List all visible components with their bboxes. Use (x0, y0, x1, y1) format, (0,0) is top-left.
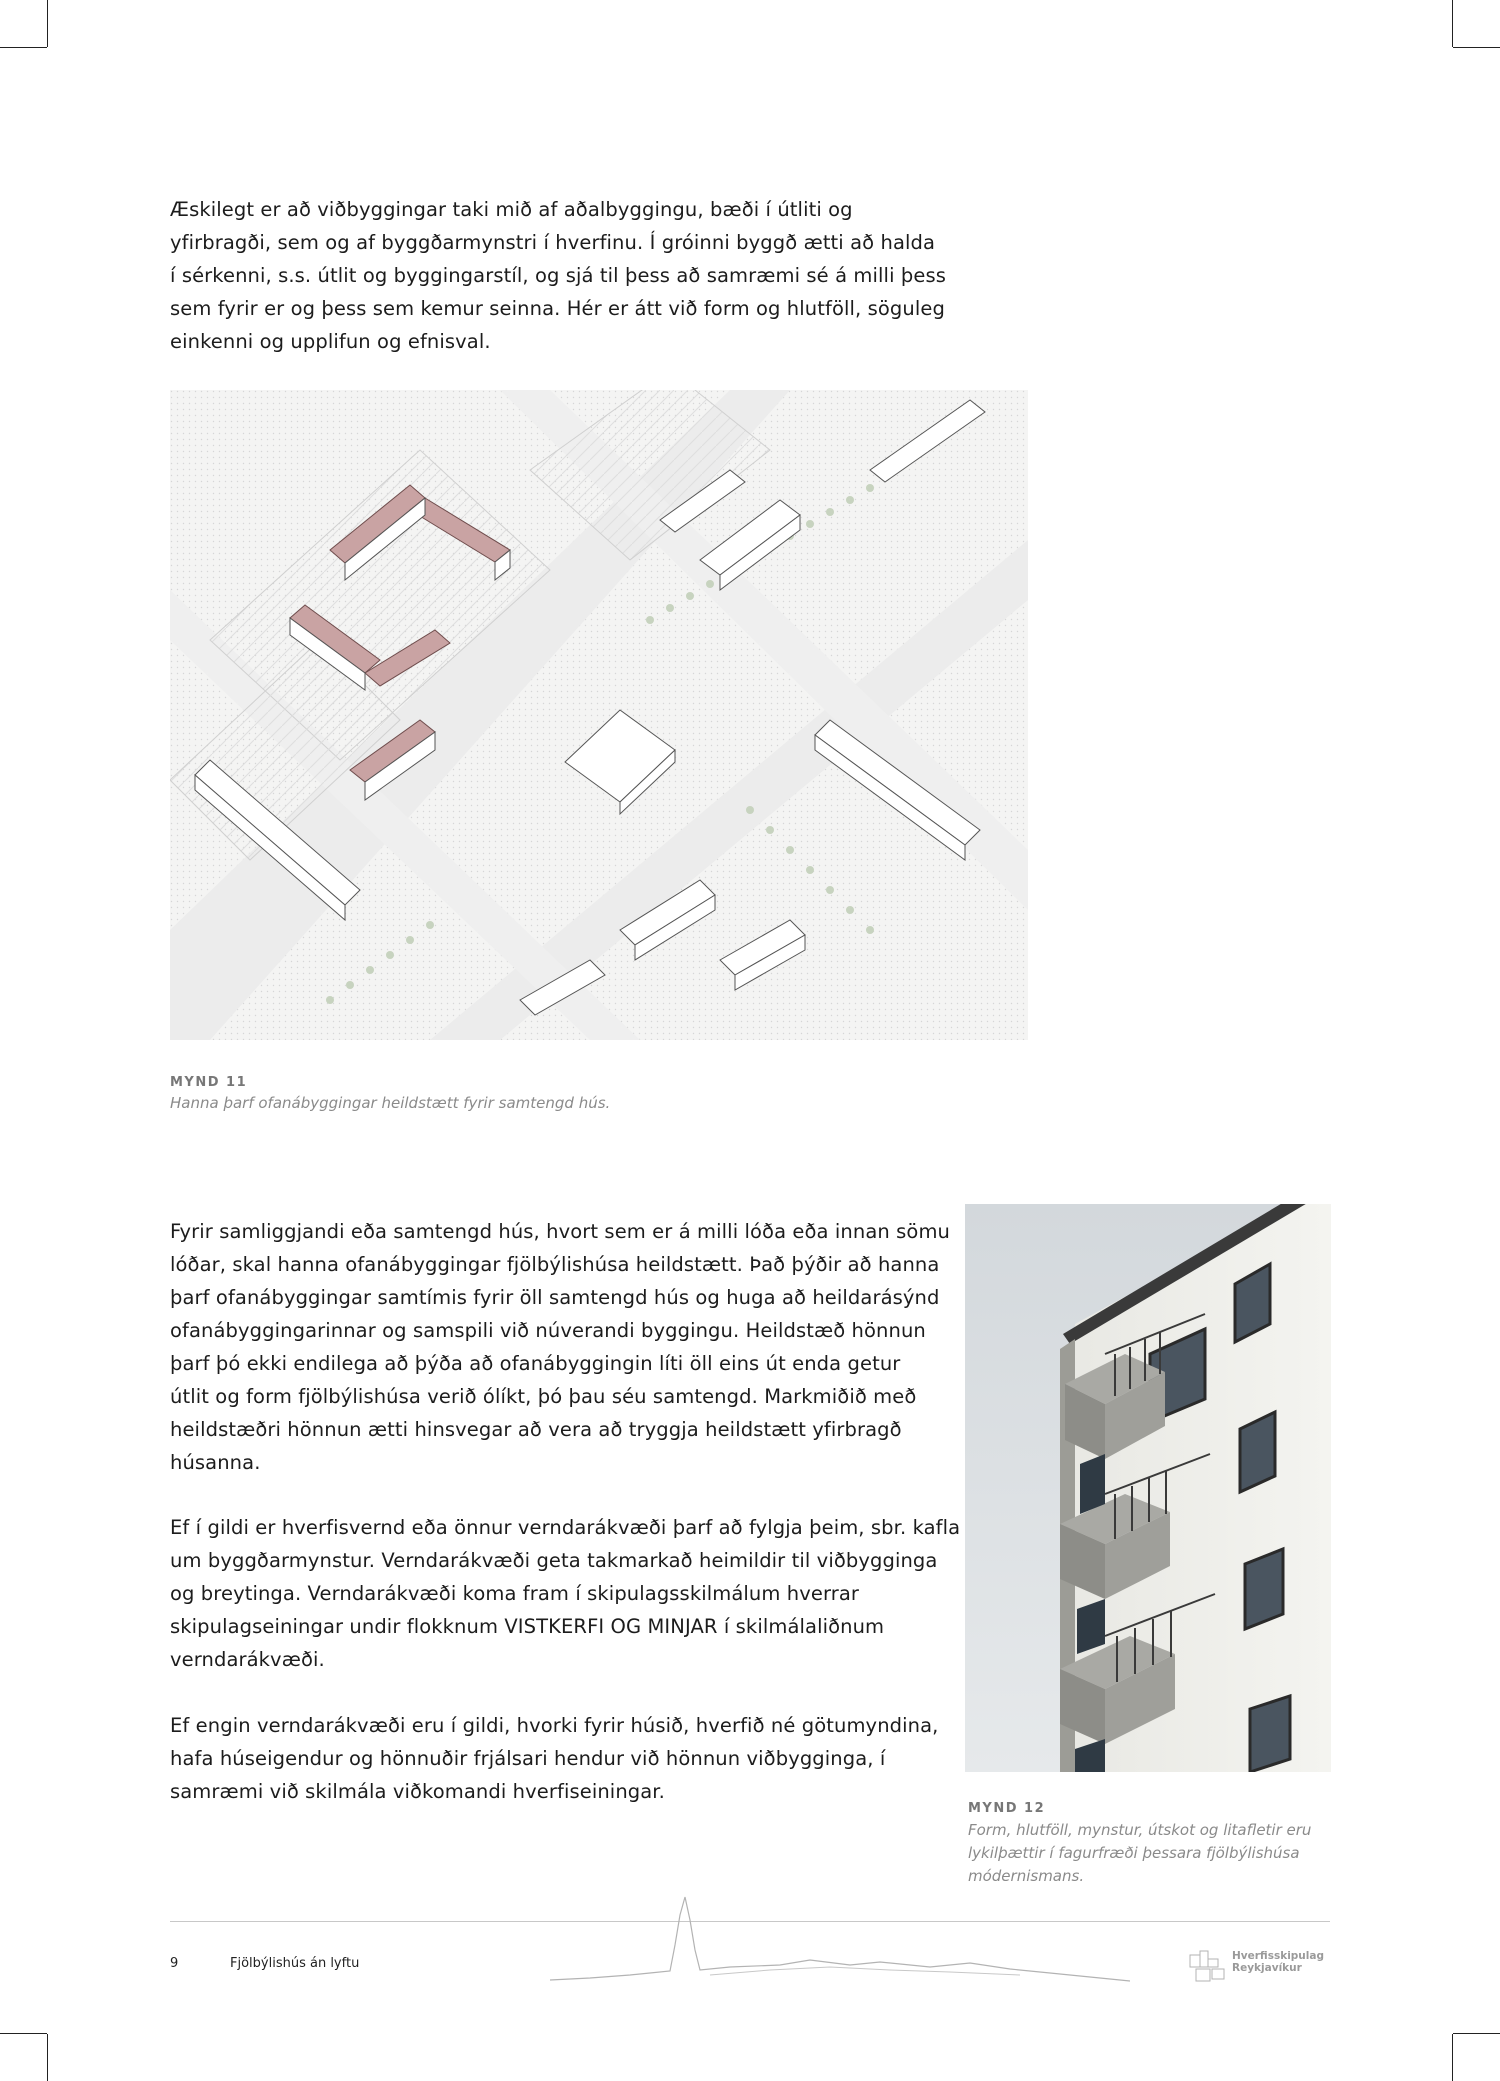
page-number: 9 (170, 1956, 179, 1971)
crop-mark-bottom-left (47, 2034, 48, 2081)
text-line: þarf ofanábyggingar samtímis fyrir öll samtengd hús og huga að heildarásýnd (170, 1286, 940, 1309)
text-line: í sérkenni, s.s. útlit og byggingarstíl, og sjá til þess að samræmi sé á milli þess (170, 264, 946, 287)
text-line: sem fyrir er og þess sem kemur seinna. Hér er átt við form og hlutföll, söguleg (170, 297, 945, 320)
skyline-drawing (550, 1895, 1130, 1995)
body-paragraph-2 (170, 1511, 960, 1676)
axonometric-site-drawing (170, 390, 1028, 1040)
crop-mark-top-right-h (1453, 47, 1500, 48)
crop-mark-top-left-h (0, 47, 47, 48)
text-line: Fyrir samliggjandi eða samtengd hús, hvort sem er á milli lóða eða innan sömu (170, 1220, 950, 1243)
building-balcony-photo (965, 1204, 1331, 1772)
figure-12-label: MYND 12 (968, 1801, 1046, 1816)
text-line: heildstæðri hönnun ætti hinsvegar að vera að tryggja heildstætt yfirbragð (170, 1418, 902, 1441)
text-line: Æskilegt er að viðbyggingar taki mið af aðalbyggingu, bæði í útliti og (170, 198, 853, 221)
logo-text (1232, 1950, 1324, 1974)
axonometric-svg (170, 390, 1028, 1040)
logo-line-2: Reykjavíkur (1232, 1962, 1302, 1974)
figure-12-caption (968, 1819, 1311, 1888)
text-line: húsanna. (170, 1451, 261, 1474)
logo-line-1: Hverfisskipulag (1232, 1950, 1324, 1962)
text-line: samræmi við skilmála viðkomandi hverfiseiningar. (170, 1780, 665, 1803)
figure-11-label: MYND 11 (170, 1075, 248, 1090)
building-photo-svg (965, 1204, 1331, 1772)
text-line: þarf þó ekki endilega að þýða að ofanábyggingin líti öll eins út enda getur (170, 1352, 901, 1375)
text-line: Ef í gildi er hverfisvernd eða önnur verndarákvæði þarf að fylgja þeim, sbr. kafla (170, 1516, 961, 1539)
figure-11-caption: Hanna þarf ofanábyggingar heildstætt fyrir samtengd hús. (170, 1094, 611, 1112)
crop-mark-bottom-right-h (1453, 2033, 1500, 2034)
text-line: útlit og form fjölbýlishúsa verið ólíkt, þó þau séu samtengd. Markmiðið með (170, 1385, 917, 1408)
text-line: einkenni og upplifun og efnisval. (170, 330, 491, 353)
caption-line: Form, hlutföll, mynstur, útskot og litafletir eru (968, 1821, 1312, 1839)
intro-paragraph (170, 193, 946, 358)
text-line: og breytinga. Verndarákvæði koma fram í skipulagsskilmálum hverrar (170, 1582, 860, 1605)
text-line: verndarákvæði. (170, 1648, 325, 1671)
body-paragraph-1 (170, 1215, 950, 1479)
crop-mark-top-right (1452, 0, 1453, 47)
caption-line: módernismans. (968, 1867, 1085, 1885)
text-line: ofanábyggingarinnar og samspili við núverandi byggingu. Heildstæð hönnun (170, 1319, 926, 1342)
crop-mark-bottom-left-h (0, 2033, 47, 2034)
text-line: yfirbragði, sem og af byggðarmynstri í hverfinu. Í gróinni byggð ætti að halda (170, 231, 936, 254)
crop-mark-top-left (47, 0, 48, 47)
text-line: hafa húseigendur og hönnuðir frjálsari hendur við hönnun viðbygginga, í (170, 1747, 886, 1770)
caption-line: lykilþættir í fagurfræði þessara fjölbýlishúsa (968, 1844, 1300, 1862)
text-line: skipulagseiningar undir flokknum VISTKERFI OG MINJAR í skilmálaliðnum (170, 1615, 885, 1638)
crop-mark-bottom-right (1452, 2034, 1453, 2081)
text-line: lóðar, skal hanna ofanábyggingar fjölbýlishúsa heildstætt. Það þýðir að hanna (170, 1253, 940, 1276)
text-line: Ef engin verndarákvæði eru í gildi, hvorki fyrir húsið, hverfið né götumyndina, (170, 1714, 939, 1737)
body-paragraph-3 (170, 1709, 938, 1808)
publication-title: Fjölbýlishús án lyftu (230, 1956, 360, 1971)
text-line: um byggðarmynstur. Verndarákvæði geta takmarkað heimildir til viðbygginga (170, 1549, 938, 1572)
